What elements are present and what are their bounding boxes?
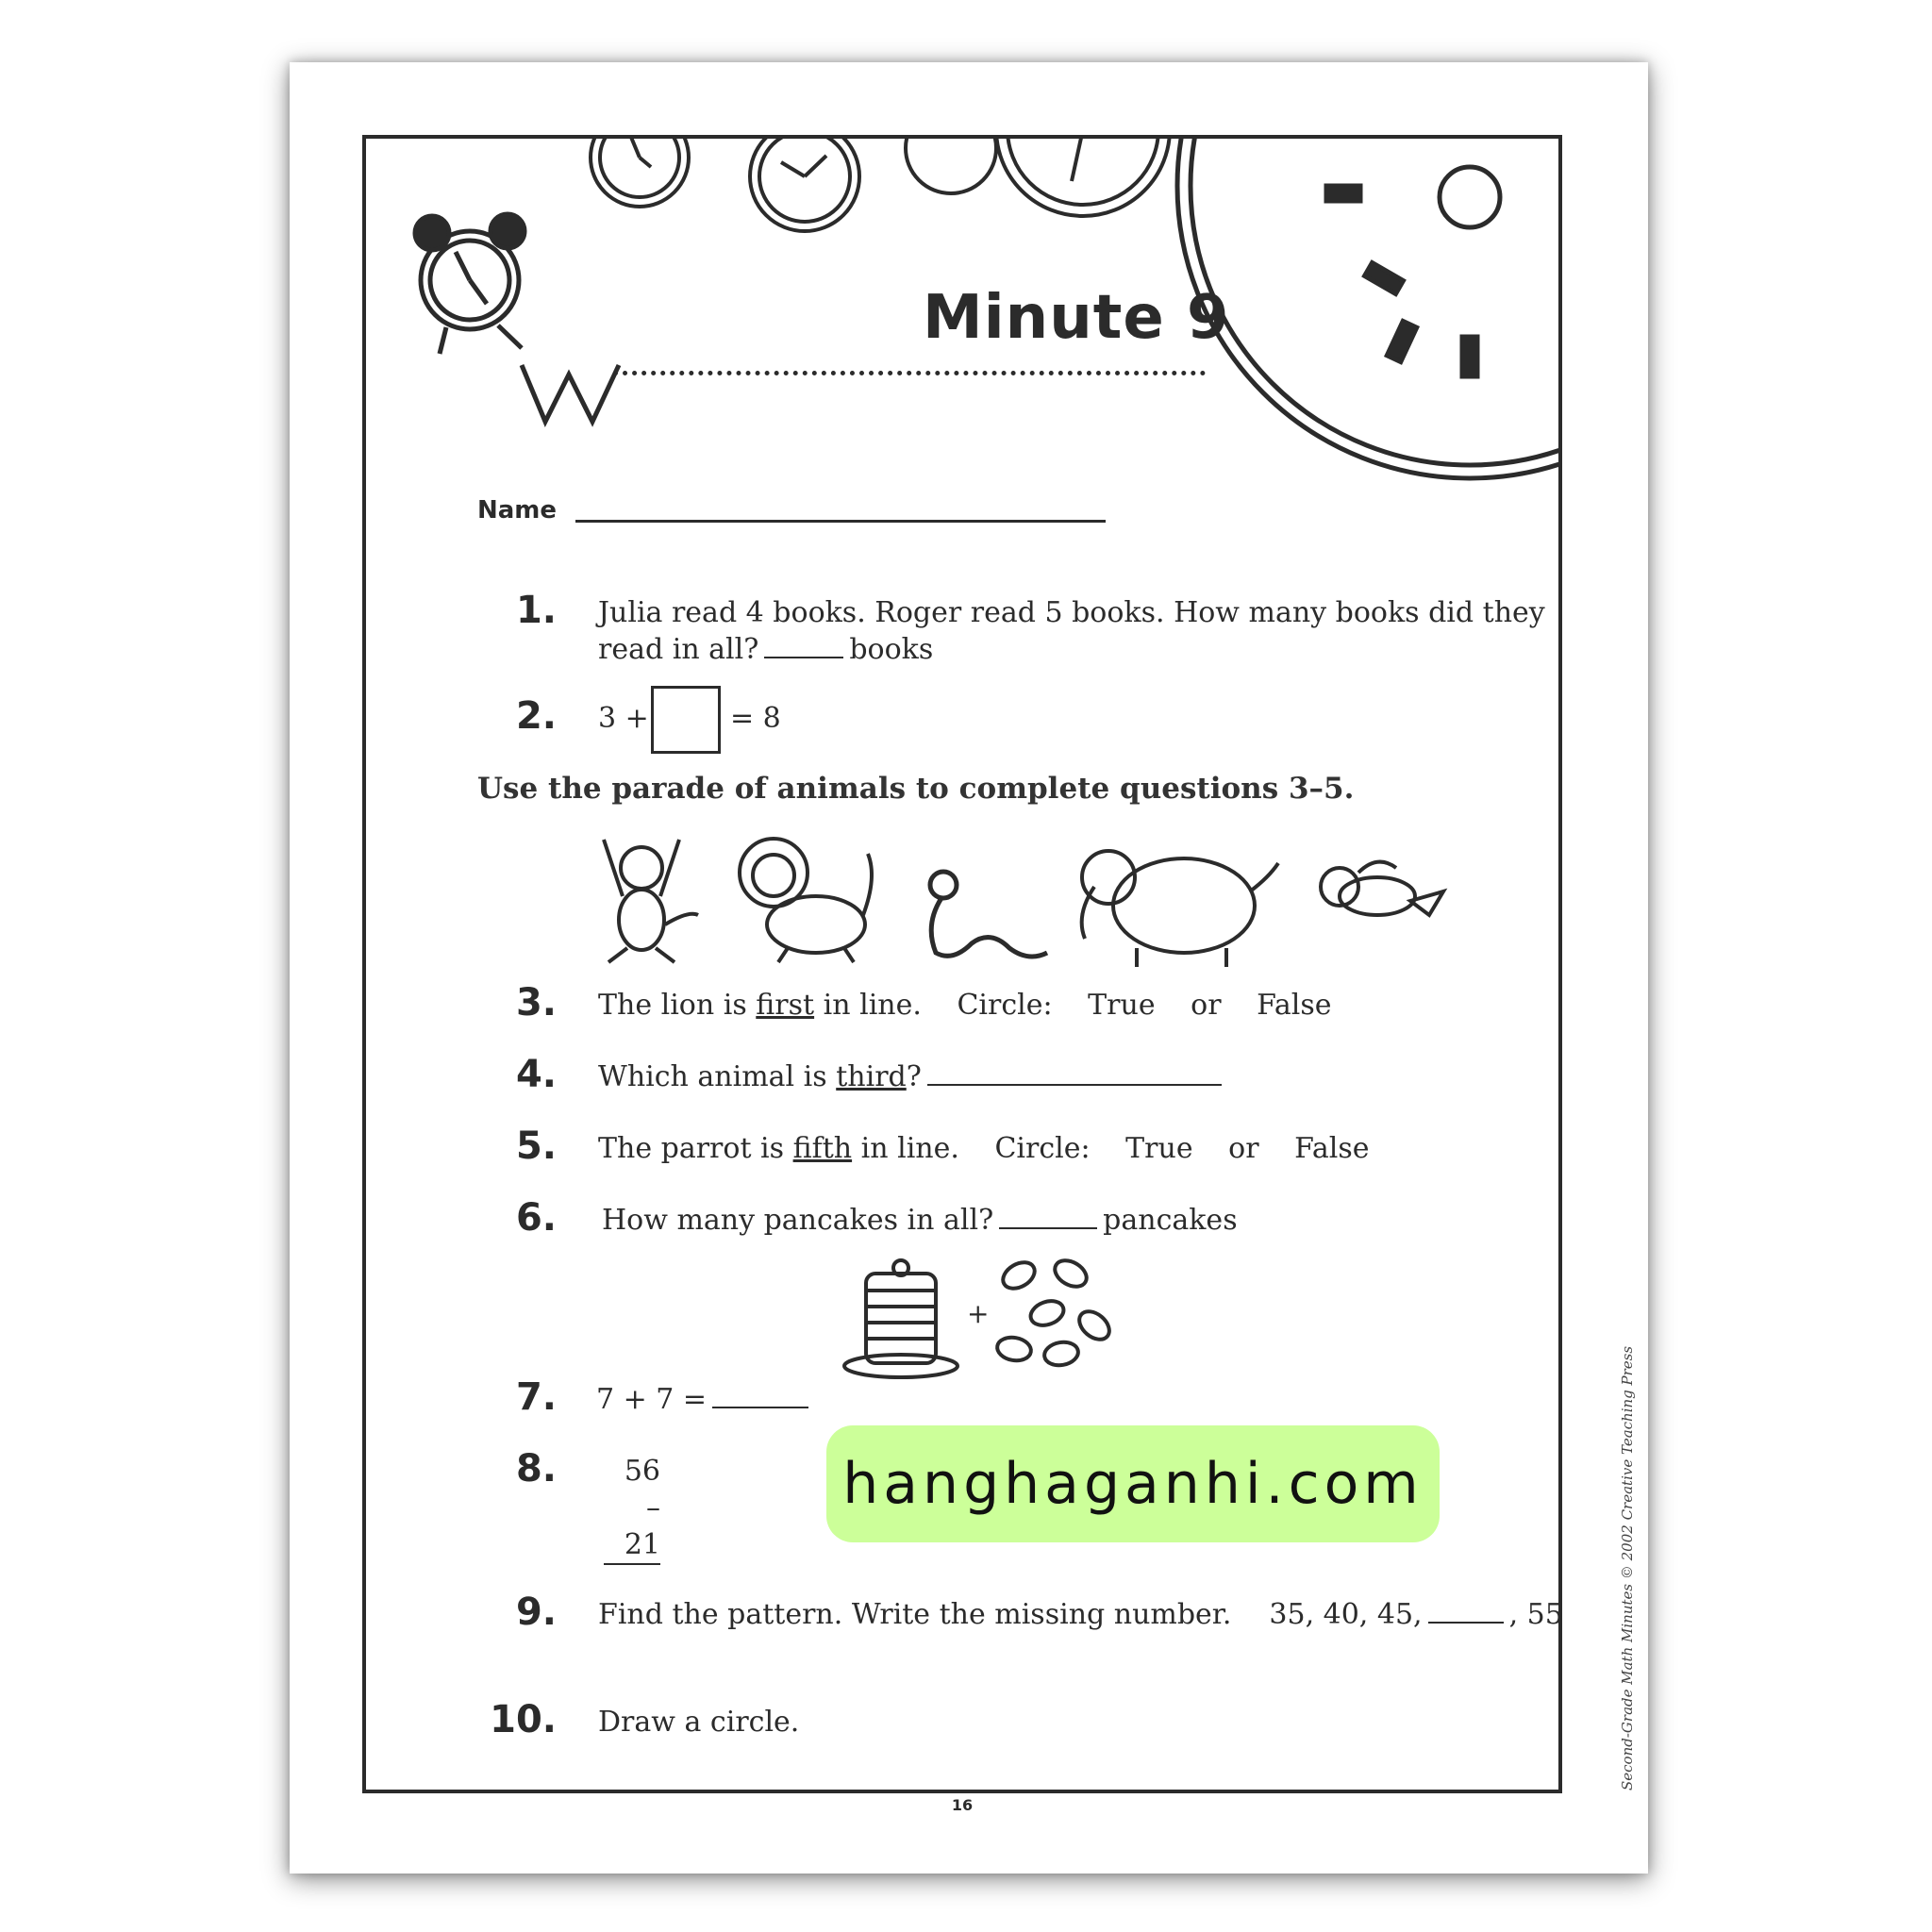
question-number: 8. <box>515 1447 557 1491</box>
question-5-text: The parrot is <box>598 1132 785 1165</box>
watermark-text: hanghaganhi.com <box>842 1451 1424 1517</box>
question-6 <box>602 1202 1238 1239</box>
answer-box[interactable] <box>651 686 721 754</box>
question-number: 4. <box>515 1053 557 1096</box>
small-clock-icon <box>591 139 689 207</box>
answer-blank[interactable] <box>1428 1597 1504 1624</box>
elephant-icon <box>1082 851 1278 967</box>
alarm-clock-icon <box>415 214 619 422</box>
question-1-prompt: read in all? <box>598 633 759 666</box>
question-4 <box>598 1058 1227 1095</box>
name-label: Name <box>477 496 558 525</box>
answer-blank[interactable] <box>712 1382 808 1408</box>
circle-label: Circle: <box>994 1132 1091 1165</box>
question-7 <box>596 1381 814 1418</box>
snake-icon <box>930 872 1047 957</box>
lion-icon <box>740 839 872 962</box>
question-9-text: Find the pattern. Write the missing number. <box>598 1598 1232 1631</box>
minuend: 56 <box>624 1455 660 1488</box>
question-1-line1: Julia read 4 books. Roger read 5 books. How many books did they <box>598 596 1545 629</box>
question-3-text: The lion is <box>598 989 747 1022</box>
name-field[interactable] <box>575 520 1106 523</box>
ordinal-word: first <box>756 989 815 1022</box>
question-9 <box>598 1596 1563 1633</box>
option-false[interactable]: False <box>1257 989 1332 1022</box>
plus-sign: + <box>967 1298 990 1329</box>
loose-pancakes-icon <box>995 1256 1114 1368</box>
clock-icon <box>750 139 859 231</box>
question-6-text: How many pancakes in all? <box>602 1204 994 1237</box>
question-2-right: = 8 <box>730 702 781 735</box>
question-5 <box>598 1130 1370 1167</box>
animal-parade <box>585 821 1453 972</box>
question-number: 7. <box>515 1375 557 1419</box>
question-number: 5. <box>515 1124 557 1168</box>
large-clock-icon <box>1177 139 1558 478</box>
option-or: or <box>1228 1132 1259 1165</box>
ordinal-word: third <box>836 1060 907 1093</box>
question-number: 2. <box>515 694 557 738</box>
question-number: 6. <box>515 1196 557 1240</box>
option-true[interactable]: True <box>1125 1132 1193 1165</box>
option-true[interactable]: True <box>1088 989 1156 1022</box>
question-3-text-end: in line. <box>823 989 922 1022</box>
question-5-text-end: in line. <box>860 1132 959 1165</box>
parrot-icon <box>1321 862 1443 915</box>
question-number: 9. <box>515 1591 557 1634</box>
question-1-line2 <box>598 631 1545 668</box>
question-3 <box>598 987 1332 1024</box>
option-false[interactable]: False <box>1294 1132 1370 1165</box>
ordinal-word: fifth <box>792 1132 853 1165</box>
question-2-left: 3 + <box>598 702 649 735</box>
side-credit-text: Second-Grade Math Minutes © 2002 Creative Teaching Press <box>1619 1345 1636 1790</box>
number-sequence-end: , 55 <box>1508 1598 1563 1631</box>
option-or: or <box>1191 989 1222 1022</box>
side-credit <box>1615 1345 1641 1790</box>
question-6-unit: pancakes <box>1103 1204 1238 1237</box>
question-number: 10. <box>490 1698 557 1741</box>
pancake-stack-icon <box>844 1260 958 1377</box>
subtrahend: – 21 <box>604 1490 660 1565</box>
page-title: Minute 9 <box>923 283 1230 353</box>
monkey-icon <box>604 840 698 962</box>
answer-blank[interactable] <box>764 632 843 658</box>
number-sequence: 35, 40, 45, <box>1269 1598 1423 1631</box>
question-7-text: 7 + 7 = <box>596 1383 708 1416</box>
question-4-text: Which animal is <box>598 1060 827 1093</box>
question-number: 1. <box>515 589 557 632</box>
question-1-unit: books <box>849 633 934 666</box>
question-10: Draw a circle. <box>598 1706 800 1739</box>
title-dotted-line <box>613 371 1206 375</box>
question-1 <box>598 594 1545 668</box>
partial-clock-icon <box>906 139 1170 216</box>
answer-blank[interactable] <box>927 1059 1222 1086</box>
circle-label: Circle: <box>957 989 1053 1022</box>
question-number: 3. <box>515 981 557 1024</box>
instruction-text: Use the parade of animals to complete questions 3–5. <box>477 772 1355 806</box>
question-mark: ? <box>906 1060 922 1093</box>
pancakes-illustration <box>835 1255 1118 1387</box>
subtraction-problem <box>604 1453 660 1565</box>
page-number: 16 <box>951 1796 974 1814</box>
answer-blank[interactable] <box>999 1203 1097 1229</box>
